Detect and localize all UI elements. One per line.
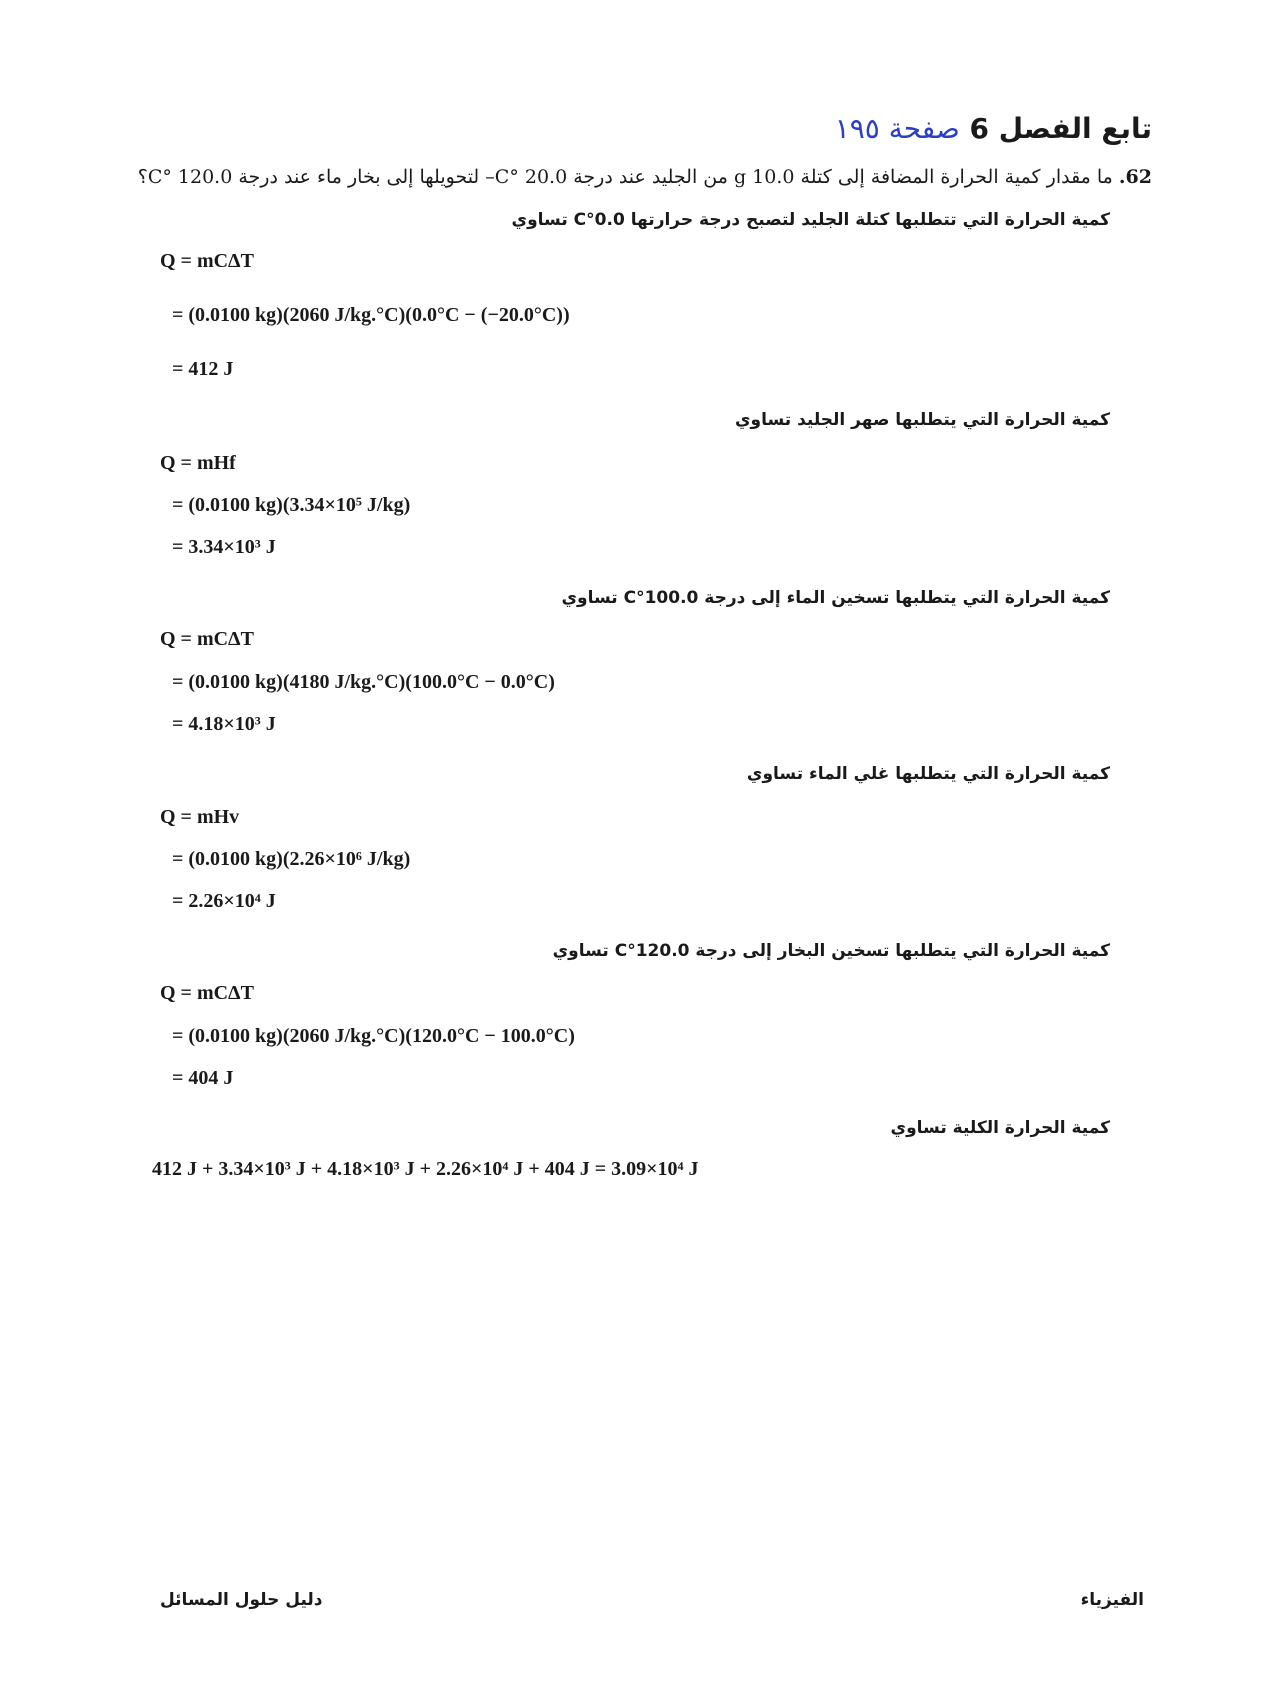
page-title (835, 112, 1152, 145)
step-1-substitution: = (0.0100 kg)(2060 J/kg.°C)(0.0°C − (−20.0°C)) (172, 304, 570, 326)
step-2-result: = 3.34×10³ J (172, 536, 276, 558)
step-1-heading: كمية الحرارة التي تتطلبها كتلة الجليد لتصبح درجة حرارتها 0.0°C تساوي (511, 210, 1110, 230)
step-4-substitution: = (0.0100 kg)(2.26×10⁶ J/kg) (172, 848, 411, 870)
step-5-formula: Q = mCΔT (160, 982, 254, 1004)
step-2-formula: Q = mHf (160, 452, 236, 474)
total-equation: 412 J + 3.34×10³ J + 4.18×10³ J + 2.26×10⁴ J + 404 J = 3.09×10⁴ J (152, 1158, 699, 1180)
step-3-result: = 4.18×10³ J (172, 713, 276, 735)
step-5-heading: كمية الحرارة التي يتطلبها تسخين البخار إلى درجة 120.0°C تساوي (552, 941, 1110, 961)
step-3-heading: كمية الحرارة التي يتطلبها تسخين الماء إلى درجة 100.0°C تساوي (561, 588, 1110, 608)
step-3-formula: Q = mCΔT (160, 628, 254, 650)
total-heading: كمية الحرارة الكلية تساوي (890, 1118, 1110, 1138)
step-2-substitution: = (0.0100 kg)(3.34×10⁵ J/kg) (172, 494, 411, 516)
step-5-substitution: = (0.0100 kg)(2060 J/kg.°C)(120.0°C − 100.0°C) (172, 1025, 575, 1047)
chapter-title: تابع الفصل 6 (969, 112, 1152, 145)
step-3-substitution: = (0.0100 kg)(4180 J/kg.°C)(100.0°C − 0.0°C) (172, 671, 555, 693)
step-1-formula: Q = mCΔT (160, 250, 254, 272)
step-4-result: = 2.26×10⁴ J (172, 890, 276, 912)
step-4-formula: Q = mHv (160, 806, 240, 828)
footer-subject: الفيزياء (1080, 1590, 1144, 1610)
step-2-heading: كمية الحرارة التي يتطلبها صهر الجليد تساوي (734, 410, 1110, 430)
page-reference: صفحة ١٩٥ (834, 112, 960, 145)
step-5-result: = 404 J (172, 1067, 234, 1089)
question (118, 166, 1152, 188)
footer-book-title: دليل حلول المسائل (160, 1590, 323, 1610)
question-number: 62. (1118, 166, 1152, 188)
step-4-heading: كمية الحرارة التي يتطلبها غلي الماء تساوي (746, 764, 1110, 784)
step-1-result: = 412 J (172, 358, 234, 380)
question-text: ما مقدار كمية الحرارة المضافة إلى كتلة 10.0 g من الجليد عند درجة 20.0 °C– لتحويلها إلى بخار ماء عند درجة 120.0 °C؟ (137, 166, 1113, 188)
